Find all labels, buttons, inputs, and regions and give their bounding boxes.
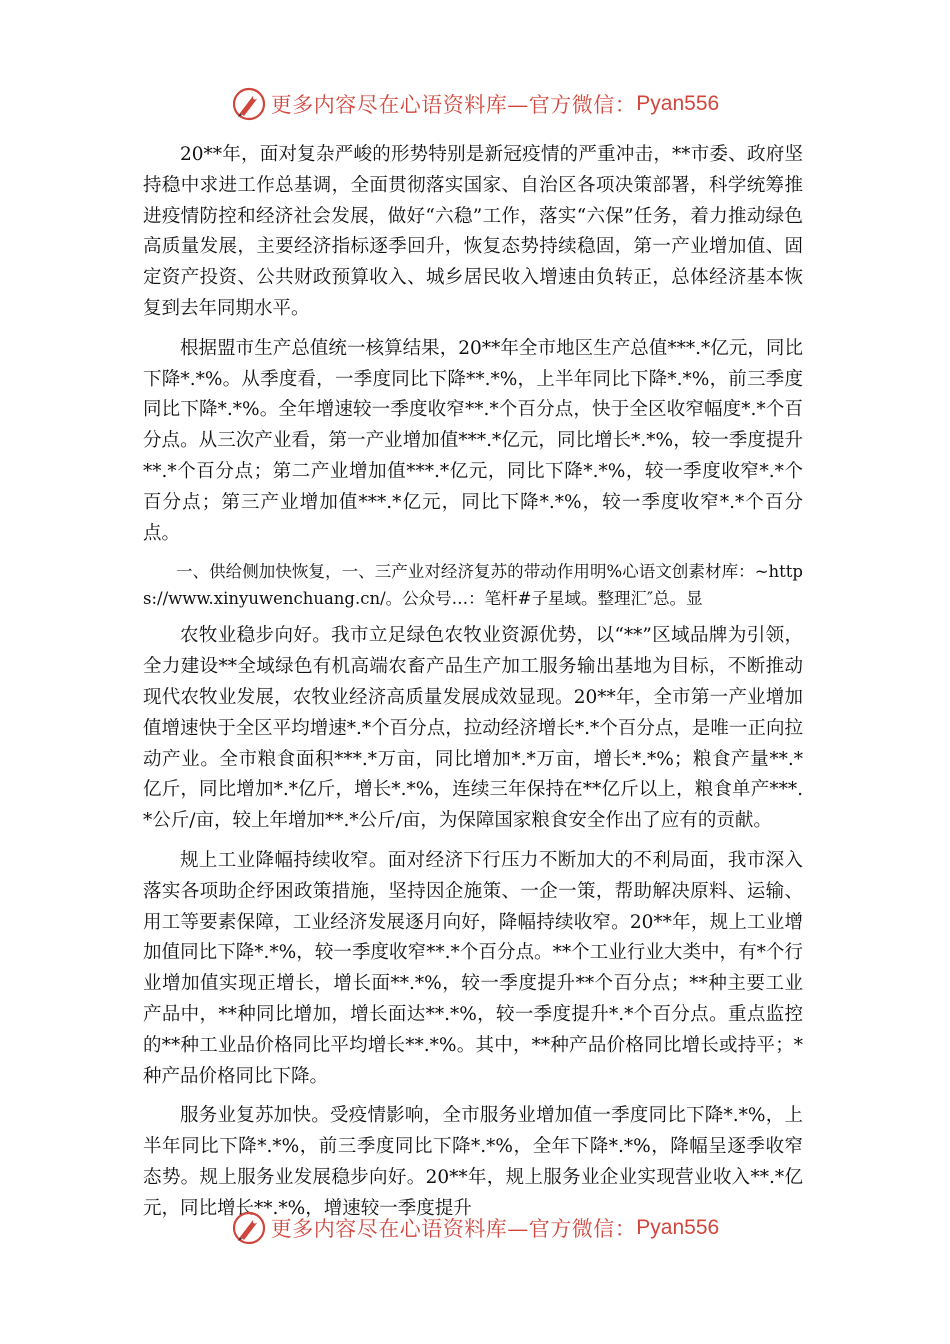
paragraph-intro: 20**年，面对复杂严峻的形势特别是新冠疫情的严重冲击，**市委、政府坚持稳中求进工作总基调，全面贯彻落实国家、自治区各项决策部署，科学统筹推进疫情防控和经济社会发展，做好“六稳”工作，落实“六保”任务，着力推动绿色高质量发展，主要经济指标逐季回升，恢复态势持续稳固，第一产业增加值、固定资产投资、公共财政预算收入、城乡居民收入增速由负转正，总体经济基本恢复到去年同期水平。: [143, 144, 803, 319]
wechat-id: Pyan556: [636, 92, 720, 115]
paragraph-agriculture: 农牧业稳步向好。我市立足绿色农牧业资源优势，以“**”区域品牌为引领，全力建设**全域绿色有机高端农畜产品生产加工服务输出基地为目标，不断推动现代农牧业发展，农牧业经济高质量发展成效显现。20**年，全市第一产业增加值增速快于全区平均增速*.*个百分点，拉动经济增长*.*个百分点，是唯一正向拉动产业。全市粮食面积***.*万亩，同比增加*.*万亩，增长*.*%；粮食产量**.*亿斤，同比增加*.*亿斤，增长*.*%，连续三年保持在**亿斤以上，粮食单产***.*公斤/亩，较上年增加**.*公斤/亩，为保障国家粮食安全作出了应有的贡献。: [143, 625, 803, 832]
pen-emblem-icon: [231, 1210, 267, 1246]
section-heading-supply: 一、供给侧加快恢复，一、三产业对经济复苏的带动作用明%心语文创素材库：~https://www.xinyuwenchuang.cn/。公众号…：笔杆#子星域。整理汇″总。显: [143, 562, 803, 609]
pen-emblem-icon: [231, 86, 267, 122]
paragraph-gdp: 根据盟市生产总值统一核算结果，20**年全市地区生产总值***.*亿元，同比下降*.*%。从季度看，一季度同比下降**.*%，上半年同比下降*.*%，前三季度同比下降*.*%。全年增速较一季度收窄**.*个百分点，快于全区收窄幅度*.*个百分点。从三次产业看，第一产业增加值***.*亿元，同比增长*.*%，较一季度提升**.*个百分点；第二产业增加值***.*亿元，同比下降*.*%，较一季度收窄*.*个百分点；第三产业增加值***.*亿元，同比下降*.*%，较一季度收窄*.*个百分点。: [143, 337, 803, 544]
footer-banner: [0, 1208, 950, 1248]
paragraph-services: 服务业复苏加快。受疫情影响，全市服务业增加值一季度同比下降*.*%，上半年同比下降*.*%，前三季度同比下降*.*%，全年下降*.*%，降幅呈逐季收窄态势。规上服务业发展稳步向好。20**年，规上服务业企业实现营业收入**.*亿元，同比增长**.*%，增速较一季度提升: [143, 1105, 803, 1219]
document-body: [143, 140, 803, 1234]
wechat-id: Pyan556: [636, 1216, 720, 1239]
paragraph-industry: 规上工业降幅持续收窄。面对经济下行压力不断加大的不利局面，我市深入落实各项助企纾困政策措施，坚持因企施策、一企一策，帮助解决原料、运输、用工等要素保障，工业经济发展逐月向好，降幅持续收窄。20**年，规上工业增加值同比下降*.*%，较一季度收窄**.*个百分点。**个工业行业大类中，有*个行业增加值实现正增长，增长面**.*%，较一季度提升**个百分点；**种主要工业产品中，**种同比增加，增长面达**.*%，较一季度提升*.*个百分点。重点监控的**种工业品价格同比平均增长**.*%。其中，**种产品价格同比增长或持平；*种产品价格同比下降。: [143, 849, 803, 1087]
banner-text: 更多内容尽在心语资料库—官方微信：: [270, 93, 637, 117]
header-banner: [0, 84, 950, 124]
banner-text: 更多内容尽在心语资料库—官方微信：: [270, 1217, 637, 1241]
